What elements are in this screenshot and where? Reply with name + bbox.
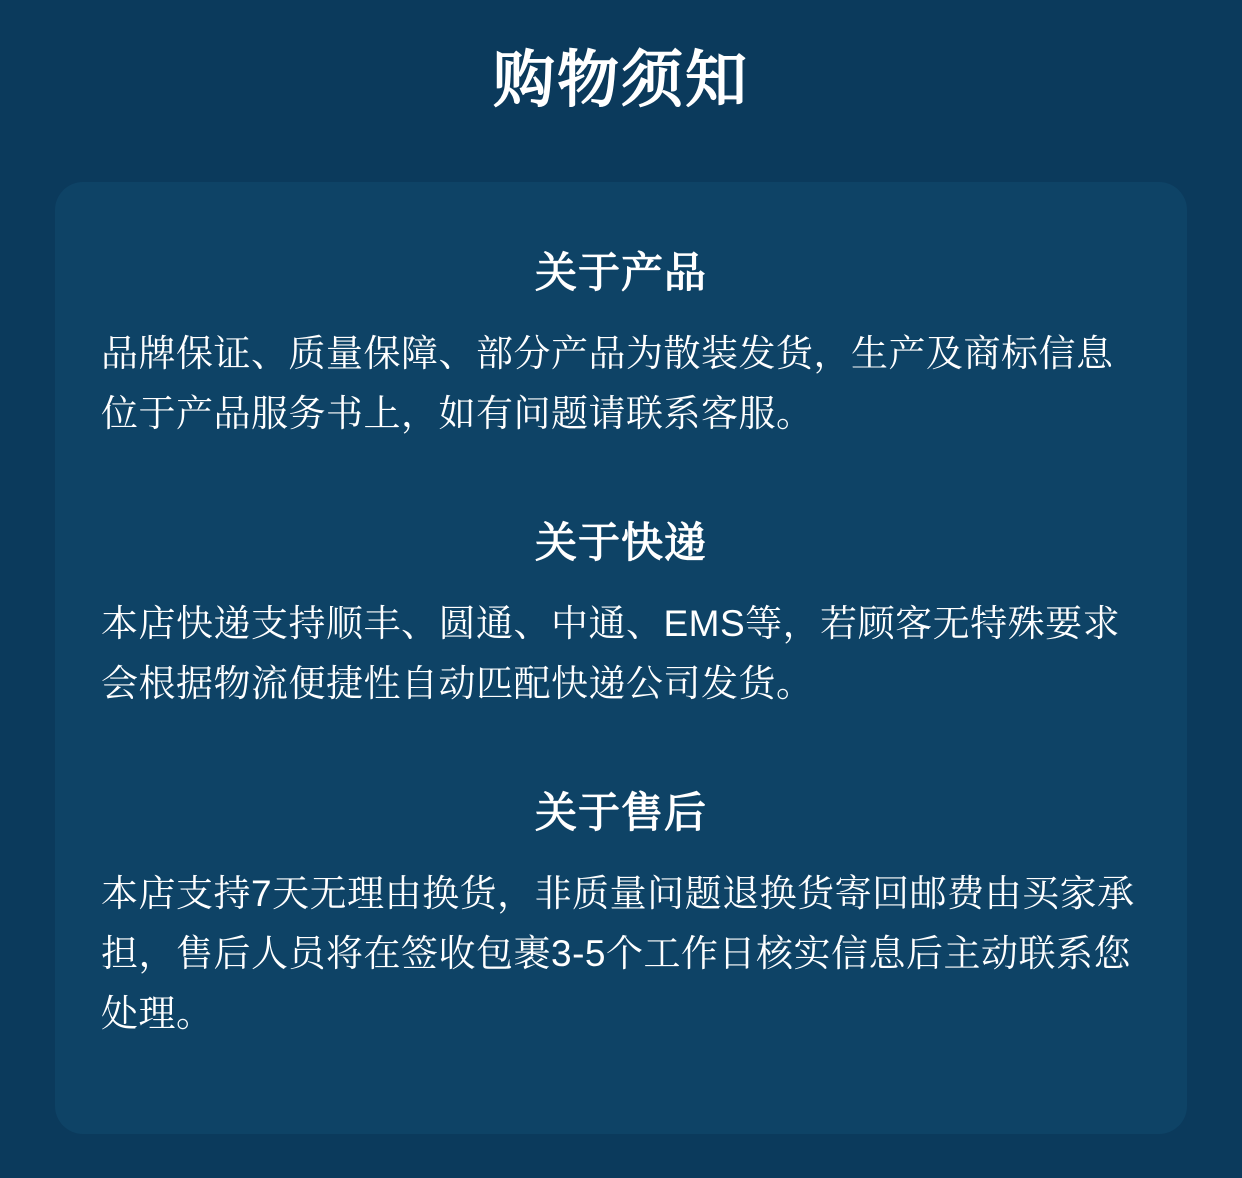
section-title-aftersale: 关于售后 <box>534 788 707 836</box>
page-title: 购物须知 <box>492 46 749 115</box>
section-shipping <box>97 510 1145 714</box>
section-body-aftersale: 本店支持7天无理由换货，非质量问题退换货寄回邮费由买家承担，售后人员将在签收包裹3-5个工作日核实信息后主动联系您处理。 <box>101 872 1135 1034</box>
section-body-product: 品牌保证、质量保障、部分产品为散装发货，生产及商标信息位于产品服务书上，如有问题请联系客服。 <box>101 333 1114 434</box>
section-product <box>97 240 1145 444</box>
notice-card <box>55 182 1187 1134</box>
section-title-product: 关于产品 <box>534 249 707 296</box>
section-aftersale <box>97 780 1145 1044</box>
section-body-shipping: 本店快递支持顺丰、圆通、中通、EMS等，若顾客无特殊要求会根据物流便捷性自动匹配快递公司发货。 <box>101 602 1121 704</box>
section-title-shipping: 关于快递 <box>534 518 707 566</box>
